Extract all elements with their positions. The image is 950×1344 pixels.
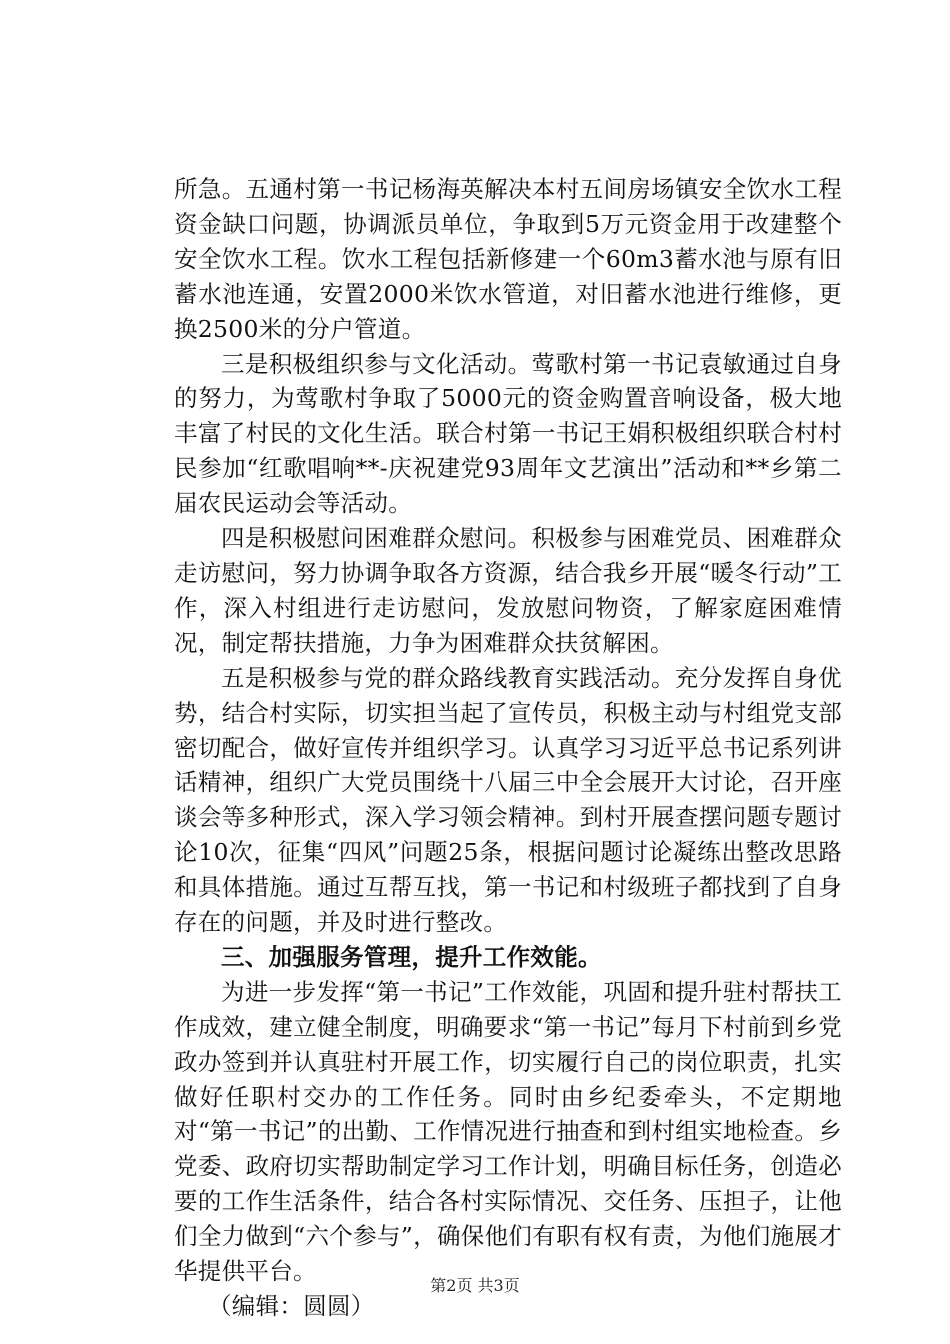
paragraph-mass-line-education: 五是积极参与党的群众路线教育实践活动。充分发挥自身优势，结合村实际，切实担当起了宣传员，积极主动与村组党支部密切配合，做好宣传并组织学习。认真学习习近平总书记系列讲话精神，组织广大党员围绕十八届三中全会展开大讨论，召开座谈会等多种形式，深入学习领会精神。到村开展查摆问题专题讨论10次，征集“四风”问题25条，根据问题讨论凝练出整改思路和具体措施。通过互帮互找，第一书记和村级班子都找到了自身存在的问题，并及时进行整改。: [174, 663, 842, 937]
paragraph-visiting-needy: 四是积极慰问困难群众慰问。积极参与困难党员、困难群众走访慰问，努力协调争取各方资源，结合我乡开展“暖冬行动”工作，深入村组进行走访慰问，发放慰问物资，了解家庭困难情况，制定帮扶措施，力争为困难群众扶贫解困。: [174, 524, 842, 657]
paragraph-service-management: 为进一步发挥“第一书记”工作效能，巩固和提升驻村帮扶工作成效，建立健全制度，明确要求“第一书记”每月下村前到乡党政办签到并认真驻村开展工作，切实履行自己的岗位职责，扎实做好任职村交办的工作任务。同时由乡纪委牵头，不定期地对“第一书记”的出勤、工作情况进行抽查和到村组实地检查。乡党委、政府切实帮助制定学习工作计划，明确目标任务，创造必要的工作生活条件，结合各村实际情况、交任务、压担子，让他们全力做到“六个参与”，确保他们有职有权有责，为他们施展才华提供平台。: [174, 977, 842, 1286]
page-footer: 第2页 共3页: [430, 1276, 520, 1295]
section-heading: 三、加强服务管理，提升工作效能。: [221, 942, 602, 971]
paragraph-continued: 所急。五通村第一书记杨海英解决本村五间房场镇安全饮水工程资金缺口问题，协调派员单位，争取到5万元资金用于改建整个安全饮水工程。饮水工程包括新修建一个60m3蓄水池与原有旧蓄水池连通，安置2000米饮水管道，对旧蓄水池进行维修，更换2500米的分户管道。: [174, 175, 842, 343]
document-body: [174, 172, 842, 1324]
editor-note: （编辑：圆圆）: [208, 1292, 375, 1320]
paragraph-culture-activities: 三是积极组织参与文化活动。莺歌村第一书记袁敏通过自身的努力，为莺歌村争取了5000元的资金购置音响设备，极大地丰富了村民的文化生活。联合村第一书记王娟积极组织联合村村民参加“红歌唱响**-庆祝建党93周年文艺演出”活动和**乡第二届农民运动会等活动。: [174, 349, 842, 518]
